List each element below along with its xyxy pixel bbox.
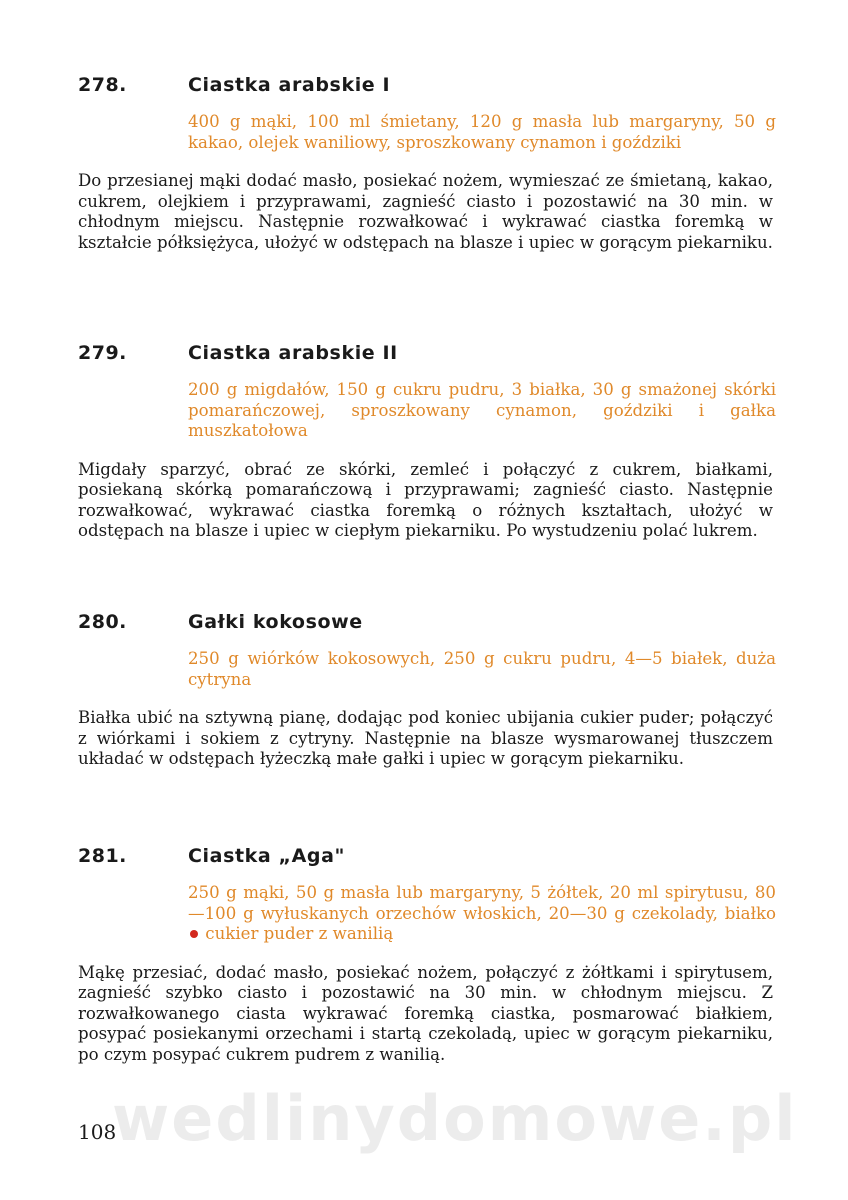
recipe-280 bbox=[78, 611, 778, 786]
recipe-278 bbox=[78, 74, 778, 270]
recipe-279 bbox=[78, 342, 778, 558]
recipe-number: 278. bbox=[78, 74, 127, 96]
recipe-title: Ciastka arabskie II bbox=[188, 342, 398, 364]
recipe-header bbox=[78, 845, 778, 871]
recipe-number: 279. bbox=[78, 342, 127, 364]
recipe-number: 280. bbox=[78, 611, 127, 633]
recipe-header bbox=[78, 74, 778, 100]
recipe-title: Ciastka „Aga" bbox=[188, 845, 346, 867]
bullet-icon bbox=[190, 930, 198, 938]
recipe-instructions: Do przesianej mąki dodać masło, posiekać nożem, wymieszać ze śmietaną, kakao, cukrem, olejkiem i przyprawami, zagnieść ciasto i pozostawić na 30 min. w chłodnym miejscu. Następnie rozwałkować i wykrawać ciastka foremką w kształcie półksiężyca, ułożyć w odstępach na blasze i upiec w gorącym piekarniku. bbox=[78, 171, 773, 252]
recipe-title: Ciastka arabskie I bbox=[188, 74, 391, 96]
recipe-ingredients: 200 g migdałów, 150 g cukru pudru, 3 białka, 30 g smażonej skórki pomarańczowej, sproszkowany cynamon, goździki i gałka muszkatołowa bbox=[188, 380, 776, 440]
recipe-281 bbox=[78, 845, 778, 1082]
recipe-ingredients bbox=[188, 883, 776, 945]
recipe-ingredients: 400 g mąki, 100 ml śmietany, 120 g masła lub margaryny, 50 g kakao, olejek waniliowy, sproszkowany cynamon i goździki bbox=[188, 112, 776, 152]
ingredients-extra: cukier puder z wanilią bbox=[205, 924, 394, 943]
recipe-title: Gałki kokosowe bbox=[188, 611, 363, 633]
recipe-number: 281. bbox=[78, 845, 127, 867]
page-number: 108 bbox=[78, 1120, 117, 1144]
watermark: wedlinydomowe.pl bbox=[112, 1082, 798, 1155]
recipe-instructions: Białka ubić na sztywną pianę, dodając pod koniec ubijania cukier puder; połączyć z wiórkami i sokiem z cytryny. Następnie na blasze wysmarowanej tłuszczem układać w odstępach łyżeczką małe gałki i upiec w gorącym piekarniku. bbox=[78, 708, 773, 768]
ingredients-main: 250 g mąki, 50 g masła lub margaryny, 5 żółtek, 20 ml spirytusu, 80—100 g wyłuskanych orzechów włoskich, 20—30 g czekolady, białko bbox=[188, 883, 776, 923]
recipe-header bbox=[78, 342, 778, 368]
recipe-header bbox=[78, 611, 778, 637]
recipe-instructions: Migdały sparzyć, obrać ze skórki, zemleć i połączyć z cukrem, białkami, posiekaną skórką pomarańczową i przyprawami; zagnieść ciasto. Następnie rozwałkować, wykrawać ciastka foremką o różnych kształtach, ułożyć w odstępach na blasze i upiec w ciepłym piekarniku. Po wystudzeniu polać lukrem. bbox=[78, 459, 773, 540]
recipe-instructions: Mąkę przesiać, dodać masło, posiekać nożem, połączyć z żółtkami i spirytusem, zagnieść szybko ciasto i pozostawić na 30 min. w chłodnym miejscu. Z rozwałkowanego ciasta wykrawać foremką ciastka, posmarować białkiem, posypać posiekanymi orzechami i startą czekoladą, upiec w gorącym piekarniku, po czym posypać cukrem pudrem z wanilią. bbox=[78, 962, 773, 1064]
recipe-ingredients: 250 g wiórków kokosowych, 250 g cukru pudru, 4—5 białek, duża cytryna bbox=[188, 649, 776, 689]
